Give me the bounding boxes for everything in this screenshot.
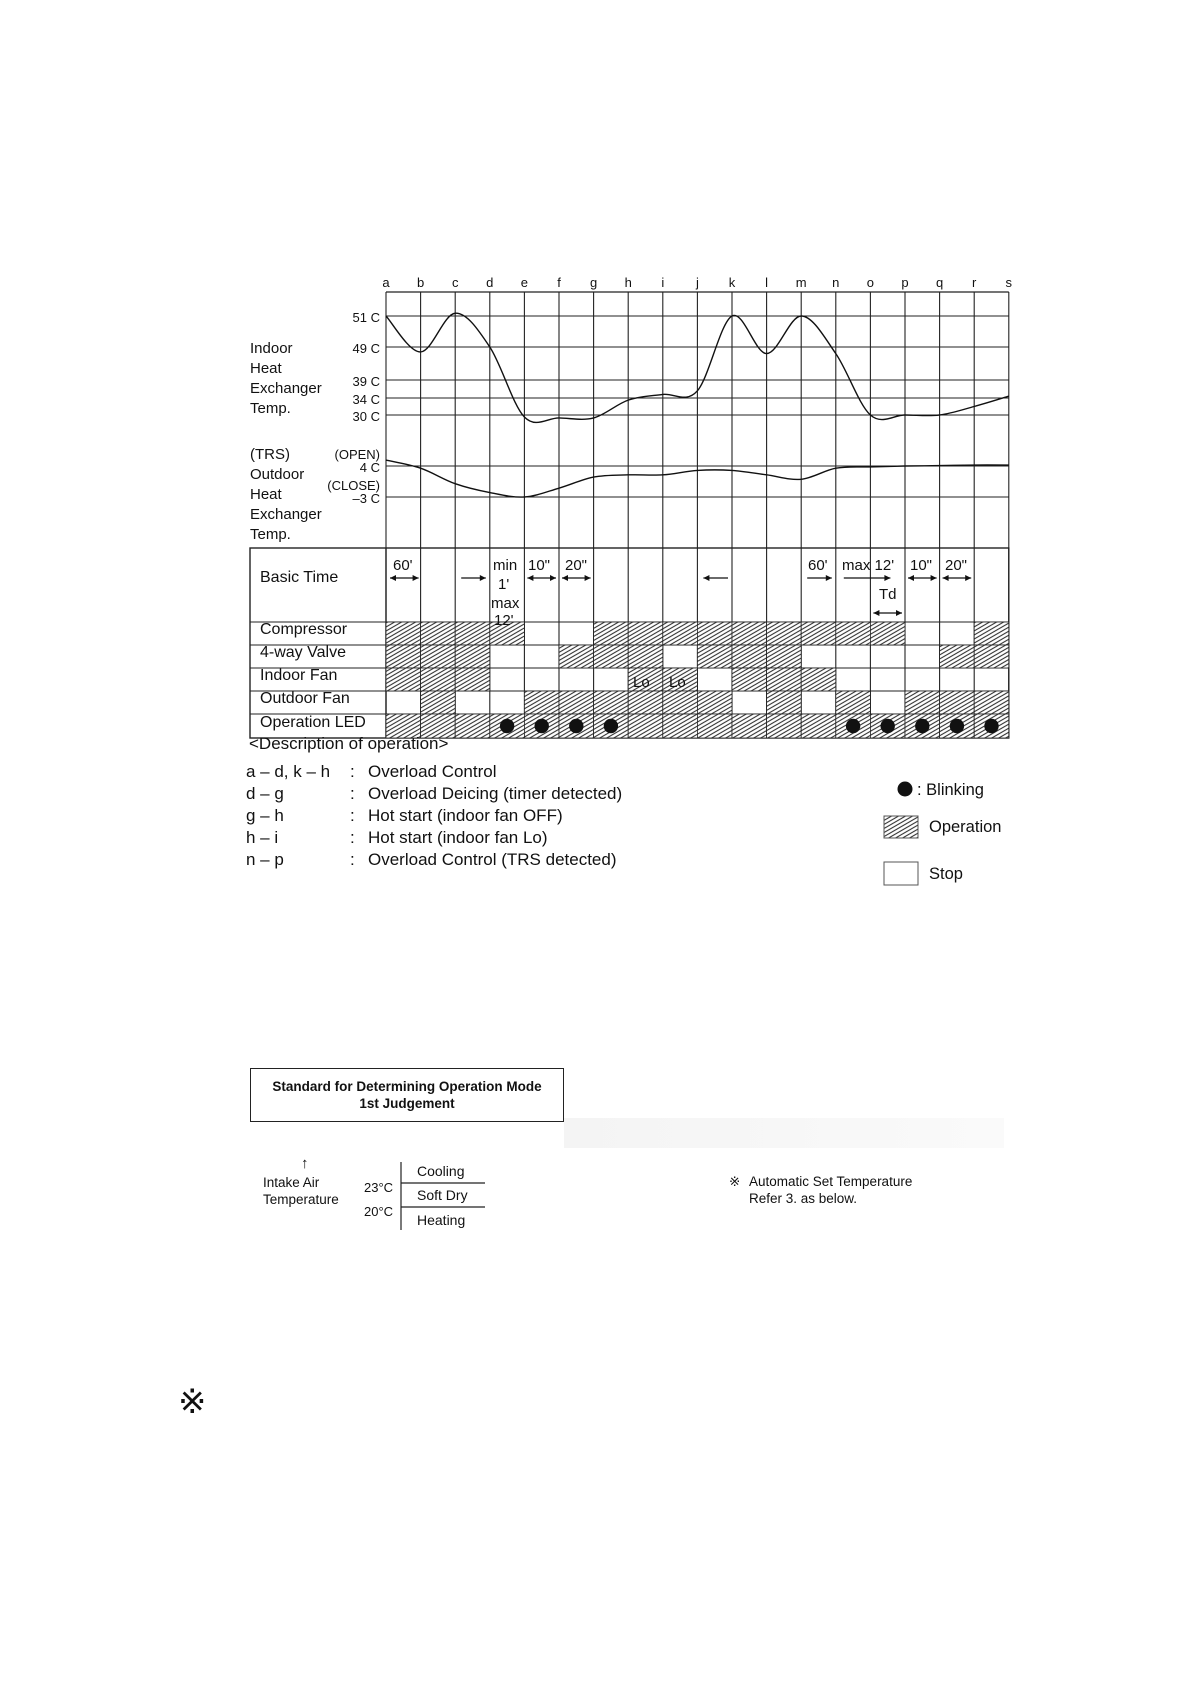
temperature-axis-labels [327,310,380,506]
description-colon: : [350,762,355,781]
time-point-e: e [520,275,529,290]
up-arrow-icon: ↑ [301,1155,309,1172]
indoor-fan-operation-segment [801,668,836,691]
temp-label: (CLOSE) [327,478,380,493]
outdoor-label-line: Exchanger [250,506,322,523]
description-text: Overload Control (TRS detected) [368,850,617,869]
arrow-head-icon [585,575,591,581]
mode-cooling: Cooling [417,1163,465,1179]
legend-blinking: : Blinking [917,781,984,799]
basic-time-min: min [493,557,518,574]
compressor-operation-segment [628,622,663,645]
outdoor-temp-label [250,446,322,543]
description-colon: : [350,828,355,847]
basic-time-60a: 60' [393,557,413,574]
arrow-head-icon [703,575,709,581]
outdoor-label-line: (TRS) [250,446,290,463]
four-way-valve-operation-segment [974,645,1009,668]
basic-time-20b: 20" [945,557,968,574]
time-point-p: p [901,275,909,290]
blinking-dot-icon [898,782,913,797]
blinking-dot-icon [535,719,549,733]
legend-stop-swatch [884,862,918,885]
indoor-fan-operation-segment [767,668,802,691]
time-point-o: o [866,275,875,290]
mode-judgement [263,1155,912,1230]
outdoor-label-line: Outdoor [250,466,305,483]
temp-label: 51 C [352,310,380,325]
four-way-valve-operation-segment [697,645,732,668]
outdoor-fan-operation-segment [524,691,559,714]
legend [884,781,1001,885]
basic-time-60b: 60' [808,557,828,574]
blinking-dot-icon [846,719,860,733]
temp-label: 39 C [352,374,380,389]
timing-row-label: Indoor Fan [260,667,338,684]
time-point-s: s [1005,275,1013,290]
outdoor-fan-operation-segment [559,691,594,714]
compressor-operation-segment [801,622,836,645]
description-text: Hot start (indoor fan Lo) [368,828,548,847]
note-mark: ※ [729,1174,741,1189]
outdoor-label-line: Heat [250,486,282,503]
outdoor-fan-operation-segment [594,691,629,714]
intake-label-line2: Temperature [263,1192,339,1207]
temp-label: 4 C [359,460,380,475]
four-way-valve-operation-segment [767,645,802,668]
blinking-dot-icon [604,719,618,733]
mode-heating: Heating [417,1212,466,1228]
indoor-fan-lo-1: Lo [633,674,650,691]
compressor-operation-segment [836,622,871,645]
indoor-fan-operation-segment [386,668,421,691]
indoor-label-line: Indoor [250,340,293,357]
indoor-fan-operation-segment [732,668,767,691]
blinking-dot-icon [500,719,514,733]
mode-box-shadow [564,1118,1004,1148]
description-colon: : [350,784,355,803]
operation-led-operation-segment [801,714,836,738]
basic-time-max12b: max 12' [842,557,895,574]
time-point-r: r [972,275,977,290]
legend-stop: Stop [929,865,963,883]
time-point-q: q [935,275,944,290]
description-range: n – p [246,850,284,869]
basic-time-max: max [491,595,520,612]
basic-time-td: Td [879,586,897,603]
time-point-c: c [451,275,459,290]
temp-label: 30 C [352,409,380,424]
outdoor-fan-operation-segment [767,691,802,714]
four-way-valve-operation-segment [421,645,456,668]
four-way-valve-operation-segment [594,645,629,668]
outdoor-fan-operation-segment [940,691,975,714]
basic-time-min1: 1' [498,576,510,593]
basic-time-max12: 12' [494,612,514,629]
description-range: a – d, k – h [246,762,331,781]
compressor-operation-segment [974,622,1009,645]
time-point-i: i [661,275,665,290]
indoor-temp-label [250,340,322,417]
time-point-m: m [795,275,807,290]
arrow-head-icon [527,575,533,581]
basic-time-10a: 10" [528,557,551,574]
description-range: d – g [246,784,284,803]
description-text: Overload Deicing (timer detected) [368,784,623,803]
description-row [246,828,716,850]
temp-label: 49 C [352,341,380,356]
operation-mode-box [250,1068,564,1122]
arrow-head-icon [826,575,832,581]
arrow-head-icon [390,575,396,581]
description-range: h – i [246,828,279,847]
time-point-k: k [728,275,736,290]
four-way-valve-operation-segment [559,645,594,668]
operation-led-operation-segment [663,714,698,738]
arrow-head-icon [965,575,971,581]
compressor-operation-segment [767,622,802,645]
operation-led-operation-segment [628,714,663,738]
arrow-head-icon [480,575,486,581]
compressor-operation-segment [732,622,767,645]
temp-23: 23°C [364,1180,394,1195]
indoor-label-line: Heat [250,360,282,377]
description-text: Overload Control [368,762,497,781]
arrow-head-icon [562,575,568,581]
description-colon: : [350,850,355,869]
arrow-head-icon [931,575,937,581]
indoor-label-line: Exchanger [250,380,322,397]
time-point-a: a [382,275,390,290]
compressor-operation-segment [870,622,905,645]
indoor-fan-operation-segment [455,668,490,691]
timing-row-label: Basic Time [260,569,339,586]
timing-row-label: Outdoor Fan [260,690,350,707]
indoor-fan-operation-segment [421,668,456,691]
time-point-g: g [589,275,598,290]
operation-led-operation-segment [767,714,802,738]
time-point-b: b [416,275,425,290]
compressor-operation-segment [663,622,698,645]
four-way-valve-operation-segment [386,645,421,668]
arrow-head-icon [550,575,556,581]
note-line1: Automatic Set Temperature [749,1174,913,1189]
four-way-valve-operation-segment [732,645,767,668]
time-point-d: d [486,275,494,290]
description-row [246,784,716,806]
time-point-n: n [832,275,840,290]
compressor-operation-segment [697,622,732,645]
temp-label: (OPEN) [334,447,380,462]
four-way-valve-operation-segment [940,645,975,668]
arrow-head-icon [884,575,890,581]
time-point-h: h [624,275,632,290]
four-way-valve-operation-segment [455,645,490,668]
reference-mark-icon: ※ [178,1383,207,1421]
four-way-valve-operation-segment [628,645,663,668]
legend-operation-swatch [884,816,918,838]
timing-row-label: 4-way Valve [260,644,346,661]
arrow-head-icon [896,610,902,616]
outdoor-fan-operation-segment [905,691,940,714]
mode-soft-dry: Soft Dry [417,1187,468,1203]
blinking-dot-icon [915,719,929,733]
compressor-operation-segment [421,622,456,645]
mode-box-line1: Standard for Determining Operation Mode [272,1079,542,1094]
temp-20: 20°C [364,1204,394,1219]
description-text: Hot start (indoor fan OFF) [368,806,563,825]
outdoor-fan-operation-segment [663,691,698,714]
time-point-j: j [695,275,699,290]
time-point-f: f [557,275,561,290]
description-row [246,762,716,784]
basic-time-10b: 10" [910,557,933,574]
operation-led-operation-segment [455,714,490,738]
temp-label: 34 C [352,392,380,407]
blinking-dot-icon [950,719,964,733]
compressor-operation-segment [386,622,421,645]
outdoor-fan-operation-segment [628,691,663,714]
description-title: <Description of operation> [249,734,449,753]
intake-label-line1: Intake Air [263,1175,320,1190]
arrow-head-icon [873,610,879,616]
outdoor-fan-operation-segment [697,691,732,714]
timing-row-label: Operation LED [260,714,366,731]
description-range: g – h [246,806,284,825]
description-row [246,806,716,828]
time-point-labels [382,275,1012,290]
indoor-label-line: Temp. [250,400,291,417]
blinking-dot-icon [881,719,895,733]
arrow-head-icon [413,575,419,581]
description-row [246,850,716,872]
temp-label: –3 C [352,491,380,506]
basic-time-20a: 20" [565,557,588,574]
legend-operation: Operation [929,818,1002,836]
operation-led-operation-segment [732,714,767,738]
blinking-dot-icon [984,719,998,733]
outdoor-fan-operation-segment [974,691,1009,714]
note-line2: Refer 3. as below. [749,1191,858,1206]
compressor-operation-segment [455,622,490,645]
blinking-dot-icon [569,719,583,733]
description-colon: : [350,806,355,825]
indoor-fan-lo-2: Lo [669,674,686,691]
outdoor-label-line: Temp. [250,526,291,543]
outdoor-fan-operation-segment [836,691,871,714]
compressor-operation-segment [594,622,629,645]
outdoor-fan-operation-segment [421,691,456,714]
operation-led-operation-segment [697,714,732,738]
time-point-l: l [765,275,769,290]
arrow-head-icon [943,575,949,581]
arrow-head-icon [908,575,914,581]
mode-box-line2: 1st Judgement [359,1096,455,1111]
timing-row-label: Compressor [260,621,348,638]
